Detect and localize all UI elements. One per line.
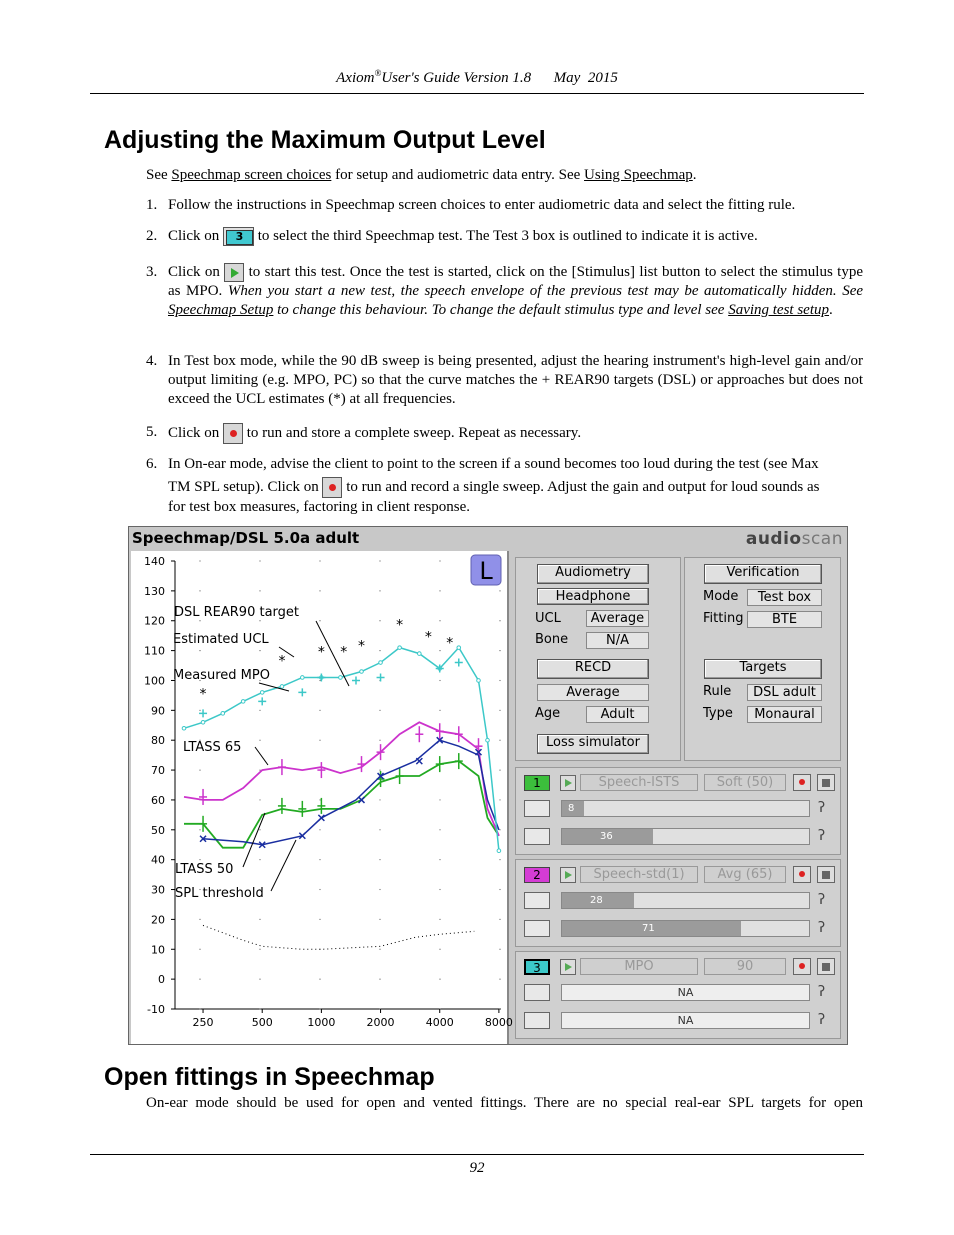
- grid-dot: [439, 919, 440, 920]
- ucl-select[interactable]: Average: [586, 610, 649, 627]
- grid-dot: [319, 710, 320, 711]
- curve-icon[interactable]: [524, 920, 550, 937]
- ucl-marker: *: [340, 644, 348, 661]
- grid-dot: [319, 590, 320, 591]
- annotation-ltass65: LTASS 65: [183, 740, 242, 755]
- mode-label: Mode: [703, 589, 739, 604]
- grid-dot: [439, 710, 440, 711]
- grid-dot: [499, 829, 500, 830]
- level-bar: 71: [561, 920, 810, 937]
- grid-dot: [439, 889, 440, 890]
- grid-dot: [319, 620, 320, 621]
- annotation-pointer: [243, 813, 265, 867]
- spl-threshold-line: [203, 925, 474, 949]
- dotted-grid-icon[interactable]: [524, 892, 550, 909]
- x-tick-label: 8000: [484, 1016, 513, 1029]
- screen-title: Speechmap/DSL 5.0a adult: [132, 529, 360, 547]
- grid-dot: [259, 799, 260, 800]
- speechmap-graph: [131, 551, 513, 1044]
- x-tick-label: 250: [192, 1016, 214, 1029]
- rear90-target: [258, 697, 266, 705]
- grid-dot: [199, 919, 200, 920]
- bone-select[interactable]: N/A: [586, 632, 649, 649]
- y-tick-label: 140: [144, 555, 165, 568]
- grid-dot: [439, 650, 440, 651]
- annotation-spl: SPL threshold: [175, 886, 264, 901]
- grid-dot: [499, 710, 500, 711]
- link-using-speechmap[interactable]: Using Speechmap: [584, 167, 693, 183]
- grid-dot: [499, 799, 500, 800]
- ear-icon[interactable]: ʔ: [818, 800, 826, 816]
- annotation-pointer: [271, 840, 296, 891]
- grid-dot: [259, 919, 260, 920]
- record-icon[interactable]: [793, 958, 811, 975]
- grid-dot: [259, 590, 260, 591]
- play-icon[interactable]: [224, 263, 244, 282]
- left-ear-letter: L: [479, 557, 493, 585]
- test-3-button[interactable]: 3: [223, 227, 254, 246]
- type-label: Type: [703, 706, 733, 721]
- grid-dot: [439, 590, 440, 591]
- play-icon[interactable]: [560, 775, 576, 791]
- y-tick-label: 100: [144, 674, 165, 688]
- measured-mpo-point: [182, 726, 186, 730]
- play-icon[interactable]: [560, 959, 576, 975]
- measured-mpo-point: [477, 679, 481, 683]
- play-icon[interactable]: [560, 867, 576, 883]
- loss-simulator-button[interactable]: Loss simulator: [537, 734, 649, 754]
- y-tick-label: 40: [151, 853, 165, 867]
- grid-dot: [379, 620, 380, 621]
- annotation-mpo: Measured MPO: [173, 668, 270, 683]
- rear90-target: [317, 673, 325, 681]
- measured-mpo-point: [418, 652, 422, 656]
- annotation-rear90: DSL REAR90 target: [174, 605, 300, 620]
- list-item: 3. Click on to start this test. Once the test is started, click on the [Stimulus] list button to select the stimulus type as MPO. When you start a new test, the speech envelope of the previous test may be automatically hidden. See Speechmap Setup to change this behaviour. To change the default stimulus type and level see Saving test setup.: [146, 264, 864, 319]
- y-tick-label: 20: [151, 913, 165, 927]
- grid-dot: [259, 620, 260, 621]
- fitting-label: Fitting: [703, 611, 744, 626]
- y-tick-label: 60: [151, 793, 165, 807]
- level-select[interactable]: Soft (50): [704, 774, 786, 791]
- level-bar: 28: [561, 892, 810, 909]
- list-item: 1. Follow the instructions in Speechmap screen choices to enter audiometric data and select the fitting rule.: [146, 197, 796, 213]
- measured-mpo-point: [379, 661, 383, 665]
- grid-dot: [379, 979, 380, 980]
- rule-select[interactable]: DSL adult: [747, 684, 822, 701]
- y-tick-label: 120: [144, 614, 165, 628]
- grid-dot: [319, 919, 320, 920]
- page-header: Axiom®User's Guide Version 1.8 May 2015: [336, 68, 618, 86]
- verification-button[interactable]: Verification: [704, 564, 822, 584]
- rear90-target: [298, 688, 306, 696]
- grid-dot: [199, 769, 200, 770]
- grid-dot: [499, 650, 500, 651]
- grid-dot: [199, 1008, 200, 1009]
- grid-dot: [499, 680, 500, 681]
- grid-dot: [319, 1008, 320, 1009]
- grid-dot: [199, 620, 200, 621]
- ucl-marker: *: [358, 638, 366, 655]
- x-tick-label: 4000: [425, 1016, 454, 1029]
- record-icon[interactable]: [223, 423, 243, 444]
- record-icon[interactable]: [793, 774, 811, 791]
- section-heading: Adjusting the Maximum Output Level: [104, 126, 546, 154]
- level-select[interactable]: 90: [704, 958, 786, 975]
- recd-select[interactable]: Average: [537, 684, 649, 701]
- grid-dot: [259, 859, 260, 860]
- test3-marker: [416, 758, 422, 764]
- y-tick-label: 50: [151, 823, 165, 837]
- ltass50-line: [184, 761, 499, 848]
- test-2-button[interactable]: 2: [524, 867, 550, 883]
- grid-dot: [499, 620, 500, 621]
- stimulus-select[interactable]: MPO: [580, 958, 698, 975]
- grid-dot: [379, 799, 380, 800]
- test-1-button[interactable]: 1: [524, 775, 550, 791]
- grid-dot: [379, 859, 380, 860]
- ucl-marker: *: [199, 686, 207, 703]
- y-tick-label: 110: [144, 644, 165, 658]
- annotation-pointer: [259, 683, 289, 691]
- grid-dot: [259, 829, 260, 830]
- ear-icon[interactable]: ʔ: [818, 1012, 826, 1028]
- grid-dot: [319, 889, 320, 890]
- grid-dot: [439, 949, 440, 950]
- page-number: 92: [469, 1160, 485, 1176]
- audiometry-panel: [515, 557, 681, 761]
- verification-panel: [684, 557, 841, 761]
- grid-dot: [319, 979, 320, 980]
- grid-dot: [439, 620, 440, 621]
- measured-mpo-point: [301, 676, 305, 680]
- level-bar: NA: [561, 1012, 810, 1029]
- rear90-target: [352, 676, 360, 684]
- grid-dot: [379, 710, 380, 711]
- ucl-marker: *: [446, 635, 454, 652]
- level-bar: NA: [561, 984, 810, 1001]
- grid-dot: [499, 949, 500, 950]
- header-rule: [90, 93, 864, 94]
- dotted-grid-icon[interactable]: [524, 984, 550, 1001]
- targets-button[interactable]: Targets: [704, 659, 822, 679]
- link-speechmap-setup[interactable]: Speechmap Setup: [168, 302, 274, 319]
- age-label: Age: [535, 706, 561, 721]
- y-tick-label: 30: [151, 883, 165, 897]
- list-item: 4. In Test box mode, while the 90 dB sweep is being presented, adjust the hearing instrument's high-level gain and/or output limiting (e.g. MPO, PC) so that the curve matches the + REAR90 targets (DSL) or approaches but does not exceed the UCL estimates (*) at all frequencies.: [146, 353, 863, 407]
- headphone-button[interactable]: Headphone: [537, 588, 649, 605]
- measured-mpo-point: [497, 849, 501, 853]
- record-icon[interactable]: [793, 866, 811, 883]
- y-tick-label: -10: [147, 1003, 165, 1016]
- grid-dot: [439, 680, 440, 681]
- x-tick-label: 500: [251, 1016, 273, 1029]
- recd-button[interactable]: RECD: [537, 659, 649, 679]
- ear-icon[interactable]: ʔ: [818, 920, 826, 936]
- measured-mpo-point: [360, 670, 364, 674]
- ear-icon[interactable]: ʔ: [818, 828, 826, 844]
- list-item: 6. In On-ear mode, advise the client to point to the screen if a sound becomes too loud during the test (see Max TM SPL setup). Click on to run and record a single sweep. Adjust the gain and output for loud sounds as for test box measures, factoring in client response.: [146, 456, 820, 515]
- grid-dot: [259, 560, 260, 561]
- measured-mpo-point: [201, 720, 205, 724]
- test-3-button[interactable]: 3: [524, 959, 550, 975]
- grid-dot: [319, 799, 320, 800]
- grid-dot: [439, 560, 440, 561]
- audioscan-logo: audioscan: [745, 529, 843, 549]
- stimulus-select[interactable]: Speech-ISTS: [580, 774, 698, 791]
- annotation-ltass50: LTASS 50: [175, 862, 234, 877]
- grid-dot: [259, 949, 260, 950]
- grid-dot: [439, 829, 440, 830]
- grid-dot: [199, 650, 200, 651]
- test-2-panel: [515, 859, 841, 947]
- y-tick-label: 70: [151, 764, 165, 778]
- x-tick-label: 2000: [366, 1016, 395, 1029]
- grid-dot: [199, 979, 200, 980]
- grid-dot: [439, 859, 440, 860]
- ear-icon[interactable]: ʔ: [818, 984, 826, 1000]
- grid-dot: [199, 560, 200, 561]
- audiometry-button[interactable]: Audiometry: [537, 564, 649, 584]
- grid-dot: [259, 740, 260, 741]
- test-3-panel: [515, 951, 841, 1039]
- grid-dot: [379, 740, 380, 741]
- grid-dot: [379, 829, 380, 830]
- level-bar: 8: [561, 800, 810, 817]
- age-select[interactable]: Adult: [586, 706, 649, 723]
- list-item: 5. Click on to run and store a complete sweep. Repeat as necessary.: [146, 423, 863, 444]
- grid-dot: [319, 859, 320, 860]
- grid-dot: [499, 769, 500, 770]
- level-select[interactable]: Avg (65): [704, 866, 786, 883]
- ucl-marker: *: [278, 653, 286, 670]
- test3-curve: [203, 740, 499, 845]
- grid-dot: [319, 680, 320, 681]
- rear90-target: [455, 659, 463, 667]
- dotted-grid-icon[interactable]: [524, 800, 550, 817]
- stimulus-select[interactable]: Speech-std(1): [580, 866, 698, 883]
- link-speechmap-screen-choices[interactable]: Speechmap screen choices: [171, 167, 332, 183]
- level-bar: 36: [561, 828, 810, 845]
- grid-dot: [499, 889, 500, 890]
- y-tick-label: 10: [151, 943, 165, 957]
- type-select[interactable]: Monaural: [747, 706, 822, 723]
- grid-dot: [199, 859, 200, 860]
- grid-dot: [259, 710, 260, 711]
- test3-marker: [318, 815, 324, 821]
- fitting-select[interactable]: BTE: [747, 611, 822, 628]
- grid-dot: [379, 949, 380, 950]
- grid-dot: [379, 919, 380, 920]
- x-tick-label: 1000: [307, 1016, 336, 1029]
- annotation-ucl: Estimated UCL: [173, 632, 269, 647]
- link-saving-test-setup[interactable]: Saving test setup: [728, 302, 830, 319]
- record-single-icon[interactable]: [322, 477, 342, 498]
- y-tick-label: 130: [144, 584, 165, 598]
- measured-mpo-point: [486, 738, 490, 742]
- ucl-label: UCL: [535, 611, 561, 626]
- section-heading: Open fittings in Speechmap: [104, 1063, 435, 1091]
- grid-dot: [379, 560, 380, 561]
- grid-dot: [199, 590, 200, 591]
- ucl-marker: *: [317, 644, 325, 661]
- intro-paragraph: See Speechmap screen choices for setup and audiometric data entry. See Using Speechmap.: [146, 167, 697, 183]
- grid-dot: [319, 829, 320, 830]
- grid-dot: [319, 740, 320, 741]
- ear-icon[interactable]: ʔ: [818, 892, 826, 908]
- grid-dot: [259, 979, 260, 980]
- curve-icon[interactable]: [524, 828, 550, 845]
- measured-mpo-point: [221, 712, 225, 716]
- grid-dot: [499, 1008, 500, 1009]
- grid-dot: [199, 710, 200, 711]
- ucl-marker: *: [396, 617, 404, 634]
- bone-label: Bone: [535, 632, 569, 647]
- open-fittings-paragraph: On-ear mode should be used for open and vented fittings. There are no special real-ear SPL targets for open: [146, 1095, 863, 1111]
- speechmap-screenshot: [128, 526, 848, 1045]
- mode-select[interactable]: Test box: [747, 589, 822, 606]
- grid-dot: [499, 590, 500, 591]
- grid-dot: [439, 799, 440, 800]
- measured-mpo-point: [339, 676, 343, 680]
- stop-icon[interactable]: [817, 866, 835, 883]
- stop-icon[interactable]: [817, 958, 835, 975]
- measured-mpo-point: [241, 700, 245, 704]
- measured-mpo-point: [398, 646, 402, 650]
- grid-dot: [379, 590, 380, 591]
- measured-mpo-point: [457, 646, 461, 650]
- grid-dot: [259, 1008, 260, 1009]
- grid-dot: [439, 979, 440, 980]
- grid-dot: [379, 769, 380, 770]
- grid-dot: [199, 949, 200, 950]
- curve-icon[interactable]: [524, 1012, 550, 1029]
- y-tick-label: 0: [158, 973, 165, 987]
- rule-label: Rule: [703, 684, 732, 699]
- y-tick-label: 90: [151, 704, 165, 718]
- measured-mpo-point: [280, 685, 284, 689]
- grid-dot: [259, 769, 260, 770]
- grid-dot: [499, 859, 500, 860]
- grid-dot: [379, 650, 380, 651]
- grid-dot: [379, 889, 380, 890]
- stop-icon[interactable]: [817, 774, 835, 791]
- list-item: 2. Click on 3 to select the third Speechmap test. The Test 3 box is outlined to indicate it is active.: [146, 227, 863, 246]
- grid-dot: [199, 829, 200, 830]
- speechmap-chart: [131, 551, 513, 1044]
- grid-dot: [499, 979, 500, 980]
- ucl-marker: *: [424, 629, 432, 646]
- test-1-panel: [515, 767, 841, 855]
- grid-dot: [499, 740, 500, 741]
- footer-rule: [90, 1154, 864, 1155]
- grid-dot: [259, 650, 260, 651]
- measured-mpo-point: [260, 691, 264, 695]
- y-tick-label: 80: [151, 734, 165, 748]
- annotation-pointer: [255, 747, 268, 765]
- rear90-target: [377, 673, 385, 681]
- grid-dot: [499, 919, 500, 920]
- grid-dot: [319, 560, 320, 561]
